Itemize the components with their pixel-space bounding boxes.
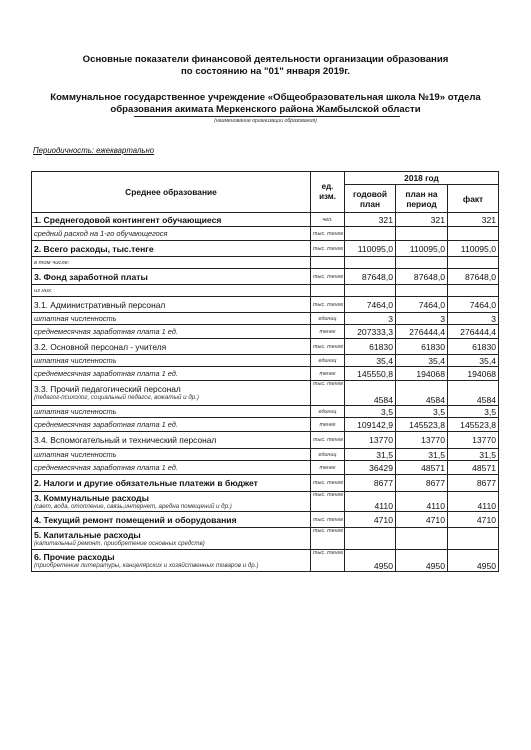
row-label-text: 3.3. Прочий педагогический персонал xyxy=(34,384,181,394)
table-row xyxy=(32,512,499,528)
header-annual-plan: годовой план xyxy=(345,185,396,213)
row-label-note: (приобретение литературы, канцелярских и хозяйственных товаров и др.) xyxy=(34,561,259,569)
fact-value xyxy=(448,257,499,269)
fact-value xyxy=(448,227,499,241)
row-label-text: 3. Коммунальные расходы xyxy=(34,492,149,503)
organization-line2: образования акимата Меркенского района Жамбылской области xyxy=(110,104,421,115)
period-plan-value: 4110 xyxy=(396,492,448,512)
table-row xyxy=(32,241,499,257)
fact-value: 4110 xyxy=(448,492,499,512)
period-plan-value: 3 xyxy=(396,313,448,325)
row-label-text: средний расход на 1-го обучающегося xyxy=(34,229,168,238)
row-unit: единиц xyxy=(311,313,345,325)
annual-plan-value: 13770 xyxy=(345,432,396,449)
annual-plan-value: 110095,0 xyxy=(345,241,396,257)
annual-plan-value: 3,5 xyxy=(345,406,396,418)
table-body xyxy=(32,213,499,572)
period-plan-value: 194068 xyxy=(396,367,448,381)
row-label-text: из них: xyxy=(34,287,53,294)
row-label xyxy=(32,297,311,313)
annual-plan-value: 36429 xyxy=(345,461,396,475)
annual-plan-value: 4950 xyxy=(345,550,396,572)
annual-plan-value: 4110 xyxy=(345,492,396,512)
row-unit xyxy=(311,257,345,269)
row-label-text: 3.4. Вспомогательный и технический персонал xyxy=(34,435,217,445)
annual-plan-value xyxy=(345,257,396,269)
table-row xyxy=(32,528,499,550)
fact-value xyxy=(448,285,499,297)
row-label-text: среднемесячная заработная плата 1 ед. xyxy=(34,463,178,472)
period-plan-value xyxy=(396,285,448,297)
fact-value: 7464,0 xyxy=(448,297,499,313)
fact-value: 110095,0 xyxy=(448,241,499,257)
row-unit: тыс. тенге xyxy=(311,381,345,406)
fact-value: 145523,8 xyxy=(448,418,499,432)
annual-plan-value: 4584 xyxy=(345,381,396,406)
period-plan-value xyxy=(396,528,448,550)
row-label-text: 6. Прочие расходы xyxy=(34,551,115,562)
row-label xyxy=(32,241,311,257)
fact-value: 48571 xyxy=(448,461,499,475)
table-row xyxy=(32,367,499,381)
row-unit: тенге xyxy=(311,461,345,475)
row-unit: тенге xyxy=(311,367,345,381)
period-plan-value: 8677 xyxy=(396,475,448,492)
report-title-line1: Основные показатели финансовой деятельности организации образования xyxy=(82,54,449,65)
fact-value: 35,4 xyxy=(448,355,499,367)
row-label-text: 3.2. Основной персонал - учителя xyxy=(34,341,167,352)
row-unit: тыс. тенге xyxy=(311,550,345,572)
annual-plan-value: 61830 xyxy=(345,339,396,355)
period-plan-value: 4710 xyxy=(396,512,448,528)
row-unit: тыс. тенге xyxy=(311,492,345,512)
row-label xyxy=(32,313,311,325)
financial-indicators-table xyxy=(31,171,499,572)
row-label xyxy=(32,325,311,339)
annual-plan-value xyxy=(345,227,396,241)
row-unit: единиц xyxy=(311,406,345,418)
period-plan-value xyxy=(396,227,448,241)
row-label xyxy=(32,406,311,418)
annual-plan-value: 145550,8 xyxy=(345,367,396,381)
table-row xyxy=(32,297,499,313)
header-period-plan: план на период xyxy=(396,185,448,213)
fact-value: 4584 xyxy=(448,381,499,406)
table-row xyxy=(32,355,499,367)
table-row xyxy=(32,418,499,432)
row-label xyxy=(32,269,311,285)
row-unit: чел. xyxy=(311,213,345,227)
row-label-text: штатная численность xyxy=(34,450,117,459)
annual-plan-value: 321 xyxy=(345,213,396,227)
header-year: 2018 год xyxy=(345,172,499,185)
row-label-text: среднемесячная заработная плата 1 ед. xyxy=(34,327,178,336)
table-row xyxy=(32,269,499,285)
organization-line1: Коммунальное государственное учреждение «Общеобразовательная школа №19» отдела xyxy=(50,92,481,103)
period-plan-value: 4950 xyxy=(396,550,448,572)
row-unit: тенге xyxy=(311,325,345,339)
row-label-text: 3. Фонд заработной платы xyxy=(34,271,148,282)
fact-value: 276444,4 xyxy=(448,325,499,339)
row-label-text: штатная численность xyxy=(34,356,117,365)
row-unit: тенге xyxy=(311,418,345,432)
fact-value: 3 xyxy=(448,313,499,325)
fact-value: 8677 xyxy=(448,475,499,492)
row-label-text: среднемесячная заработная плата 1 ед. xyxy=(34,420,178,429)
fact-value: 61830 xyxy=(448,339,499,355)
table-row xyxy=(32,432,499,449)
row-label xyxy=(32,550,311,572)
fact-value: 194068 xyxy=(448,367,499,381)
row-label-note: (капитальный ремонт, приобретение основных средств) xyxy=(34,539,205,547)
header-unit: ед. изм. xyxy=(311,172,345,213)
row-unit: тыс. тенге xyxy=(311,475,345,492)
table-row xyxy=(32,339,499,355)
annual-plan-value: 207333,3 xyxy=(345,325,396,339)
period-plan-value: 31,5 xyxy=(396,449,448,461)
annual-plan-value: 87648,0 xyxy=(345,269,396,285)
row-label xyxy=(32,512,311,528)
table-row xyxy=(32,449,499,461)
period-plan-value: 4584 xyxy=(396,381,448,406)
row-label xyxy=(32,367,311,381)
row-unit: тыс. тенге xyxy=(311,297,345,313)
row-label-text: в том числе: xyxy=(34,259,70,266)
row-label xyxy=(32,285,311,297)
table-row xyxy=(32,257,499,269)
row-unit: тыс. тенге xyxy=(311,528,345,550)
period-plan-value: 276444,4 xyxy=(396,325,448,339)
table-row xyxy=(32,325,499,339)
row-label xyxy=(32,227,311,241)
table-row xyxy=(32,381,499,406)
period-plan-value: 48571 xyxy=(396,461,448,475)
annual-plan-value: 4710 xyxy=(345,512,396,528)
table-row xyxy=(32,492,499,512)
row-unit: тыс. тенге xyxy=(311,241,345,257)
fact-value: 3,5 xyxy=(448,406,499,418)
row-label xyxy=(32,355,311,367)
period-plan-value: 61830 xyxy=(396,339,448,355)
row-label xyxy=(32,339,311,355)
fact-value: 321 xyxy=(448,213,499,227)
row-label-text: 5. Капитальные расходы xyxy=(34,529,141,540)
annual-plan-value xyxy=(345,528,396,550)
row-label-text: штатная численность xyxy=(34,314,117,323)
table-row xyxy=(32,285,499,297)
row-label-text: среднемесячная заработная плата 1 ед. xyxy=(34,369,178,378)
table-row xyxy=(32,227,499,241)
row-label xyxy=(32,528,311,550)
period-plan-value: 87648,0 xyxy=(396,269,448,285)
fact-value xyxy=(448,528,499,550)
row-unit xyxy=(311,285,345,297)
row-label xyxy=(32,381,311,406)
table-row xyxy=(32,550,499,572)
organization-caption: (наименование организации образования) xyxy=(214,118,317,124)
row-label-text: 1. Среднегодовой контингент обучающиеся xyxy=(34,214,222,225)
row-unit: тыс. тенге xyxy=(311,269,345,285)
annual-plan-value: 109142,9 xyxy=(345,418,396,432)
period-plan-value xyxy=(396,257,448,269)
period-plan-value: 145523,8 xyxy=(396,418,448,432)
periodicity-label: Периодичность: ежеквартально xyxy=(33,146,155,155)
annual-plan-value: 35,4 xyxy=(345,355,396,367)
row-label xyxy=(32,449,311,461)
annual-plan-value: 3 xyxy=(345,313,396,325)
row-label-text: 2. Всего расходы, тыс.тенге xyxy=(34,243,154,254)
fact-value: 13770 xyxy=(448,432,499,449)
row-label-text: 2. Налоги и другие обязательные платежи в бюджет xyxy=(34,478,258,488)
row-label-text: 4. Текущий ремонт помещений и оборудования xyxy=(34,514,237,525)
row-label-note: (педагог-психолог, социальный педагог, вожатый и др.) xyxy=(34,394,199,401)
fact-value: 87648,0 xyxy=(448,269,499,285)
table-row xyxy=(32,475,499,492)
header-section: Среднее образование xyxy=(32,172,311,213)
row-label xyxy=(32,257,311,269)
period-plan-value: 7464,0 xyxy=(396,297,448,313)
table-row xyxy=(32,213,499,227)
row-label xyxy=(32,432,311,449)
row-unit: тыс. тенге xyxy=(311,432,345,449)
period-plan-value: 110095,0 xyxy=(396,241,448,257)
fact-value: 4710 xyxy=(448,512,499,528)
row-unit: единиц xyxy=(311,355,345,367)
annual-plan-value: 31,5 xyxy=(345,449,396,461)
row-label xyxy=(32,475,311,492)
header-fact: факт xyxy=(448,185,499,213)
table-row xyxy=(32,461,499,475)
row-unit: единиц xyxy=(311,449,345,461)
period-plan-value: 3,5 xyxy=(396,406,448,418)
row-label xyxy=(32,213,311,227)
row-unit: тыс. тенге xyxy=(311,339,345,355)
table-row xyxy=(32,313,499,325)
period-plan-value: 35,4 xyxy=(396,355,448,367)
annual-plan-value: 7464,0 xyxy=(345,297,396,313)
row-label-text: штатная численность xyxy=(34,407,117,416)
period-plan-value: 321 xyxy=(396,213,448,227)
annual-plan-value xyxy=(345,285,396,297)
row-label-text: 3.1. Административный персонал xyxy=(34,299,166,310)
period-plan-value: 13770 xyxy=(396,432,448,449)
report-title-line2: по состоянию на "01" января 2019г. xyxy=(181,66,350,77)
row-unit: тыс. тенге xyxy=(311,227,345,241)
fact-value: 31,5 xyxy=(448,449,499,461)
table-row xyxy=(32,406,499,418)
row-unit: тыс. тенге xyxy=(311,512,345,528)
row-label xyxy=(32,492,311,512)
row-label xyxy=(32,461,311,475)
annual-plan-value: 8677 xyxy=(345,475,396,492)
organization-underline xyxy=(134,116,400,117)
row-label xyxy=(32,418,311,432)
fact-value: 4950 xyxy=(448,550,499,572)
row-label-note: (свет, вода, отопление, связь,интернет, аредна помещений и др.) xyxy=(34,502,232,510)
